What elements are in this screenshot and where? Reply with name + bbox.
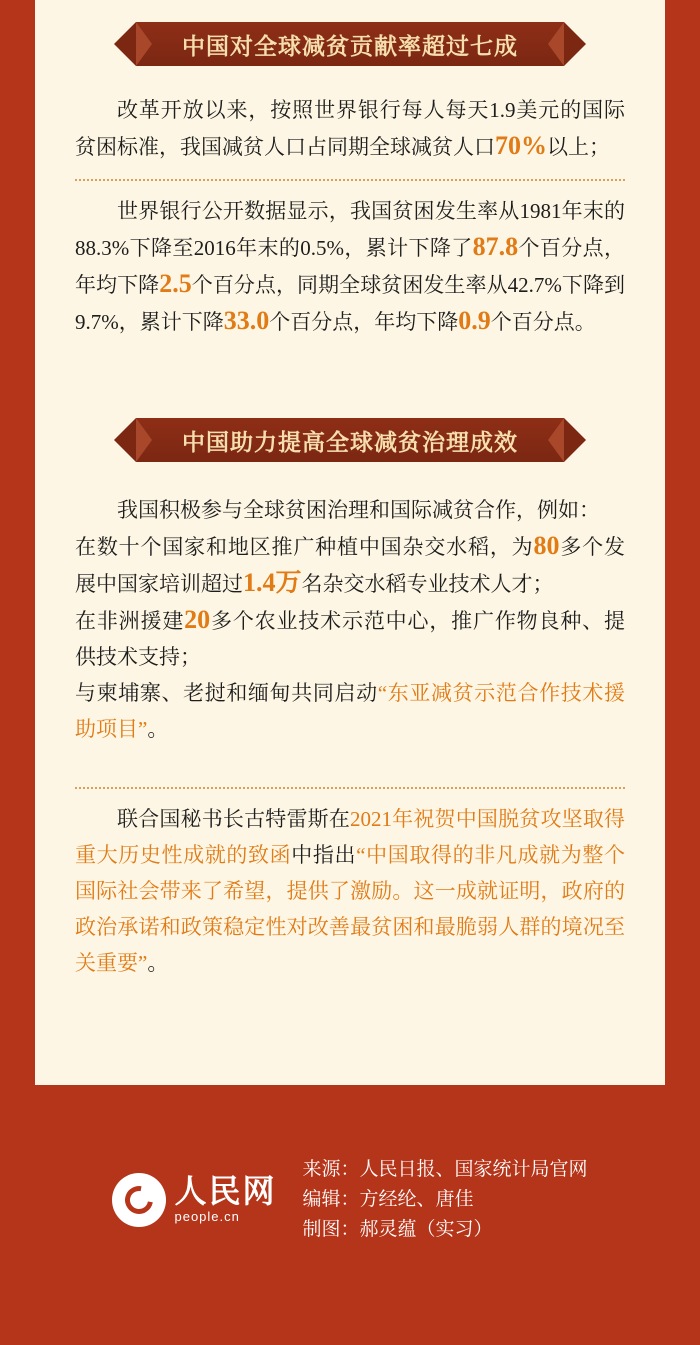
credit-editor: 编辑：方经纶、唐佳 [302, 1189, 474, 1210]
text-run: 在非洲援建 [75, 609, 185, 633]
section-1-title: 中国对全球减贫贡献率超过七成 [182, 32, 518, 59]
section-2 [35, 340, 665, 981]
section-2-banner [136, 418, 564, 462]
text-run: 个百分点。 [490, 310, 596, 334]
text-run: 在数十个国家和地区推广种植中国杂交水稻，为 [75, 535, 534, 559]
banner-right-notch-icon [548, 418, 564, 462]
paragraph [75, 801, 625, 981]
logo-text [174, 1174, 276, 1226]
highlight-number: 1.4万 [243, 568, 302, 597]
people-logo-icon [112, 1173, 166, 1227]
dotted-divider [75, 179, 625, 181]
paragraph [75, 92, 625, 165]
highlight-number: 0.9 [458, 306, 491, 335]
highlight-text: “中国取得的非凡成就为整个国际社会带来了希望，提供了激励。这一成就证明，政府的政治承诺和政策稳定性对改善最贫困和最脆弱人群的境况至关重要” [75, 843, 626, 975]
people-cn-logo [112, 1173, 276, 1227]
credit-source: 来源：人民日报、国家统计局官网 [302, 1159, 588, 1180]
paragraph [75, 528, 625, 602]
content-card [35, 0, 665, 1085]
text-run: 世界银行公开数据显示，我国贫困发生率从1981年末的88.3%下降至2016年末的0.5%，累计下降了 [75, 199, 625, 260]
section-1-banner [136, 22, 564, 66]
credit-designer: 制图：郝灵蕴（实习） [302, 1219, 493, 1240]
section-2-title: 中国助力提高全球减贫治理成效 [182, 428, 518, 455]
text-run: 个百分点，同期全球贫困发生率从42.7%下降到9.7%，累计下降 [75, 273, 625, 334]
highlight-text: “东亚减贫示范合作技术援助项目” [75, 681, 625, 741]
text-run: 中指出 [291, 843, 357, 867]
highlight-number: 20 [184, 605, 211, 634]
section-1-banner-wrap [35, 22, 665, 66]
highlight-number: 87.8 [472, 232, 519, 261]
highlight-text: 2021年祝贺中国脱贫攻坚取得重大历史性成就的致函 [75, 807, 625, 867]
text-run: 与柬埔寨、老挝和缅甸共同启动 [75, 681, 378, 705]
banner-left-notch-icon [136, 22, 152, 66]
text-run: 多个农业技术示范中心，推广作物良种、提供技术支持； [75, 609, 626, 669]
text-run: 以上； [547, 135, 610, 159]
text-run: 多个发展中国家培训超过 [75, 535, 625, 596]
highlight-number: 70% [495, 131, 547, 160]
highlight-number: 2.5 [159, 269, 192, 298]
logo-cn-name: 人民网 [174, 1173, 277, 1209]
credits-block [303, 1155, 588, 1245]
section-2-banner-wrap [35, 418, 665, 462]
footer [0, 1155, 700, 1245]
paragraph [75, 492, 625, 528]
highlight-number: 33.0 [223, 306, 270, 335]
dotted-divider [75, 787, 625, 789]
text-run: 个百分点，年均下降 [75, 236, 625, 297]
text-run: 。 [147, 717, 169, 741]
section-1 [35, 0, 665, 340]
text-run: 名杂交水稻专业技术人才； [301, 572, 554, 596]
text-run: 。 [147, 951, 169, 975]
banner-right-notch-icon [548, 22, 564, 66]
section-2-body [75, 492, 625, 981]
logo-en-name: people.cn [174, 1209, 240, 1224]
text-run: 个百分点，年均下降 [269, 310, 459, 334]
section-1-body [75, 92, 625, 340]
paragraph [75, 193, 625, 340]
banner-left-notch-icon [136, 418, 152, 462]
paragraph [75, 602, 625, 675]
text-run: 我国积极参与全球贫困治理和国际减贫合作，例如： [117, 498, 600, 522]
highlight-number: 80 [533, 531, 560, 560]
paragraph [75, 675, 625, 747]
text-run: 联合国秘书长古特雷斯在 [117, 807, 350, 831]
text-run: 改革开放以来，按照世界银行每人每天1.9美元的国际贫困标准，我国减贫人口占同期全球减贫人口 [75, 98, 625, 159]
